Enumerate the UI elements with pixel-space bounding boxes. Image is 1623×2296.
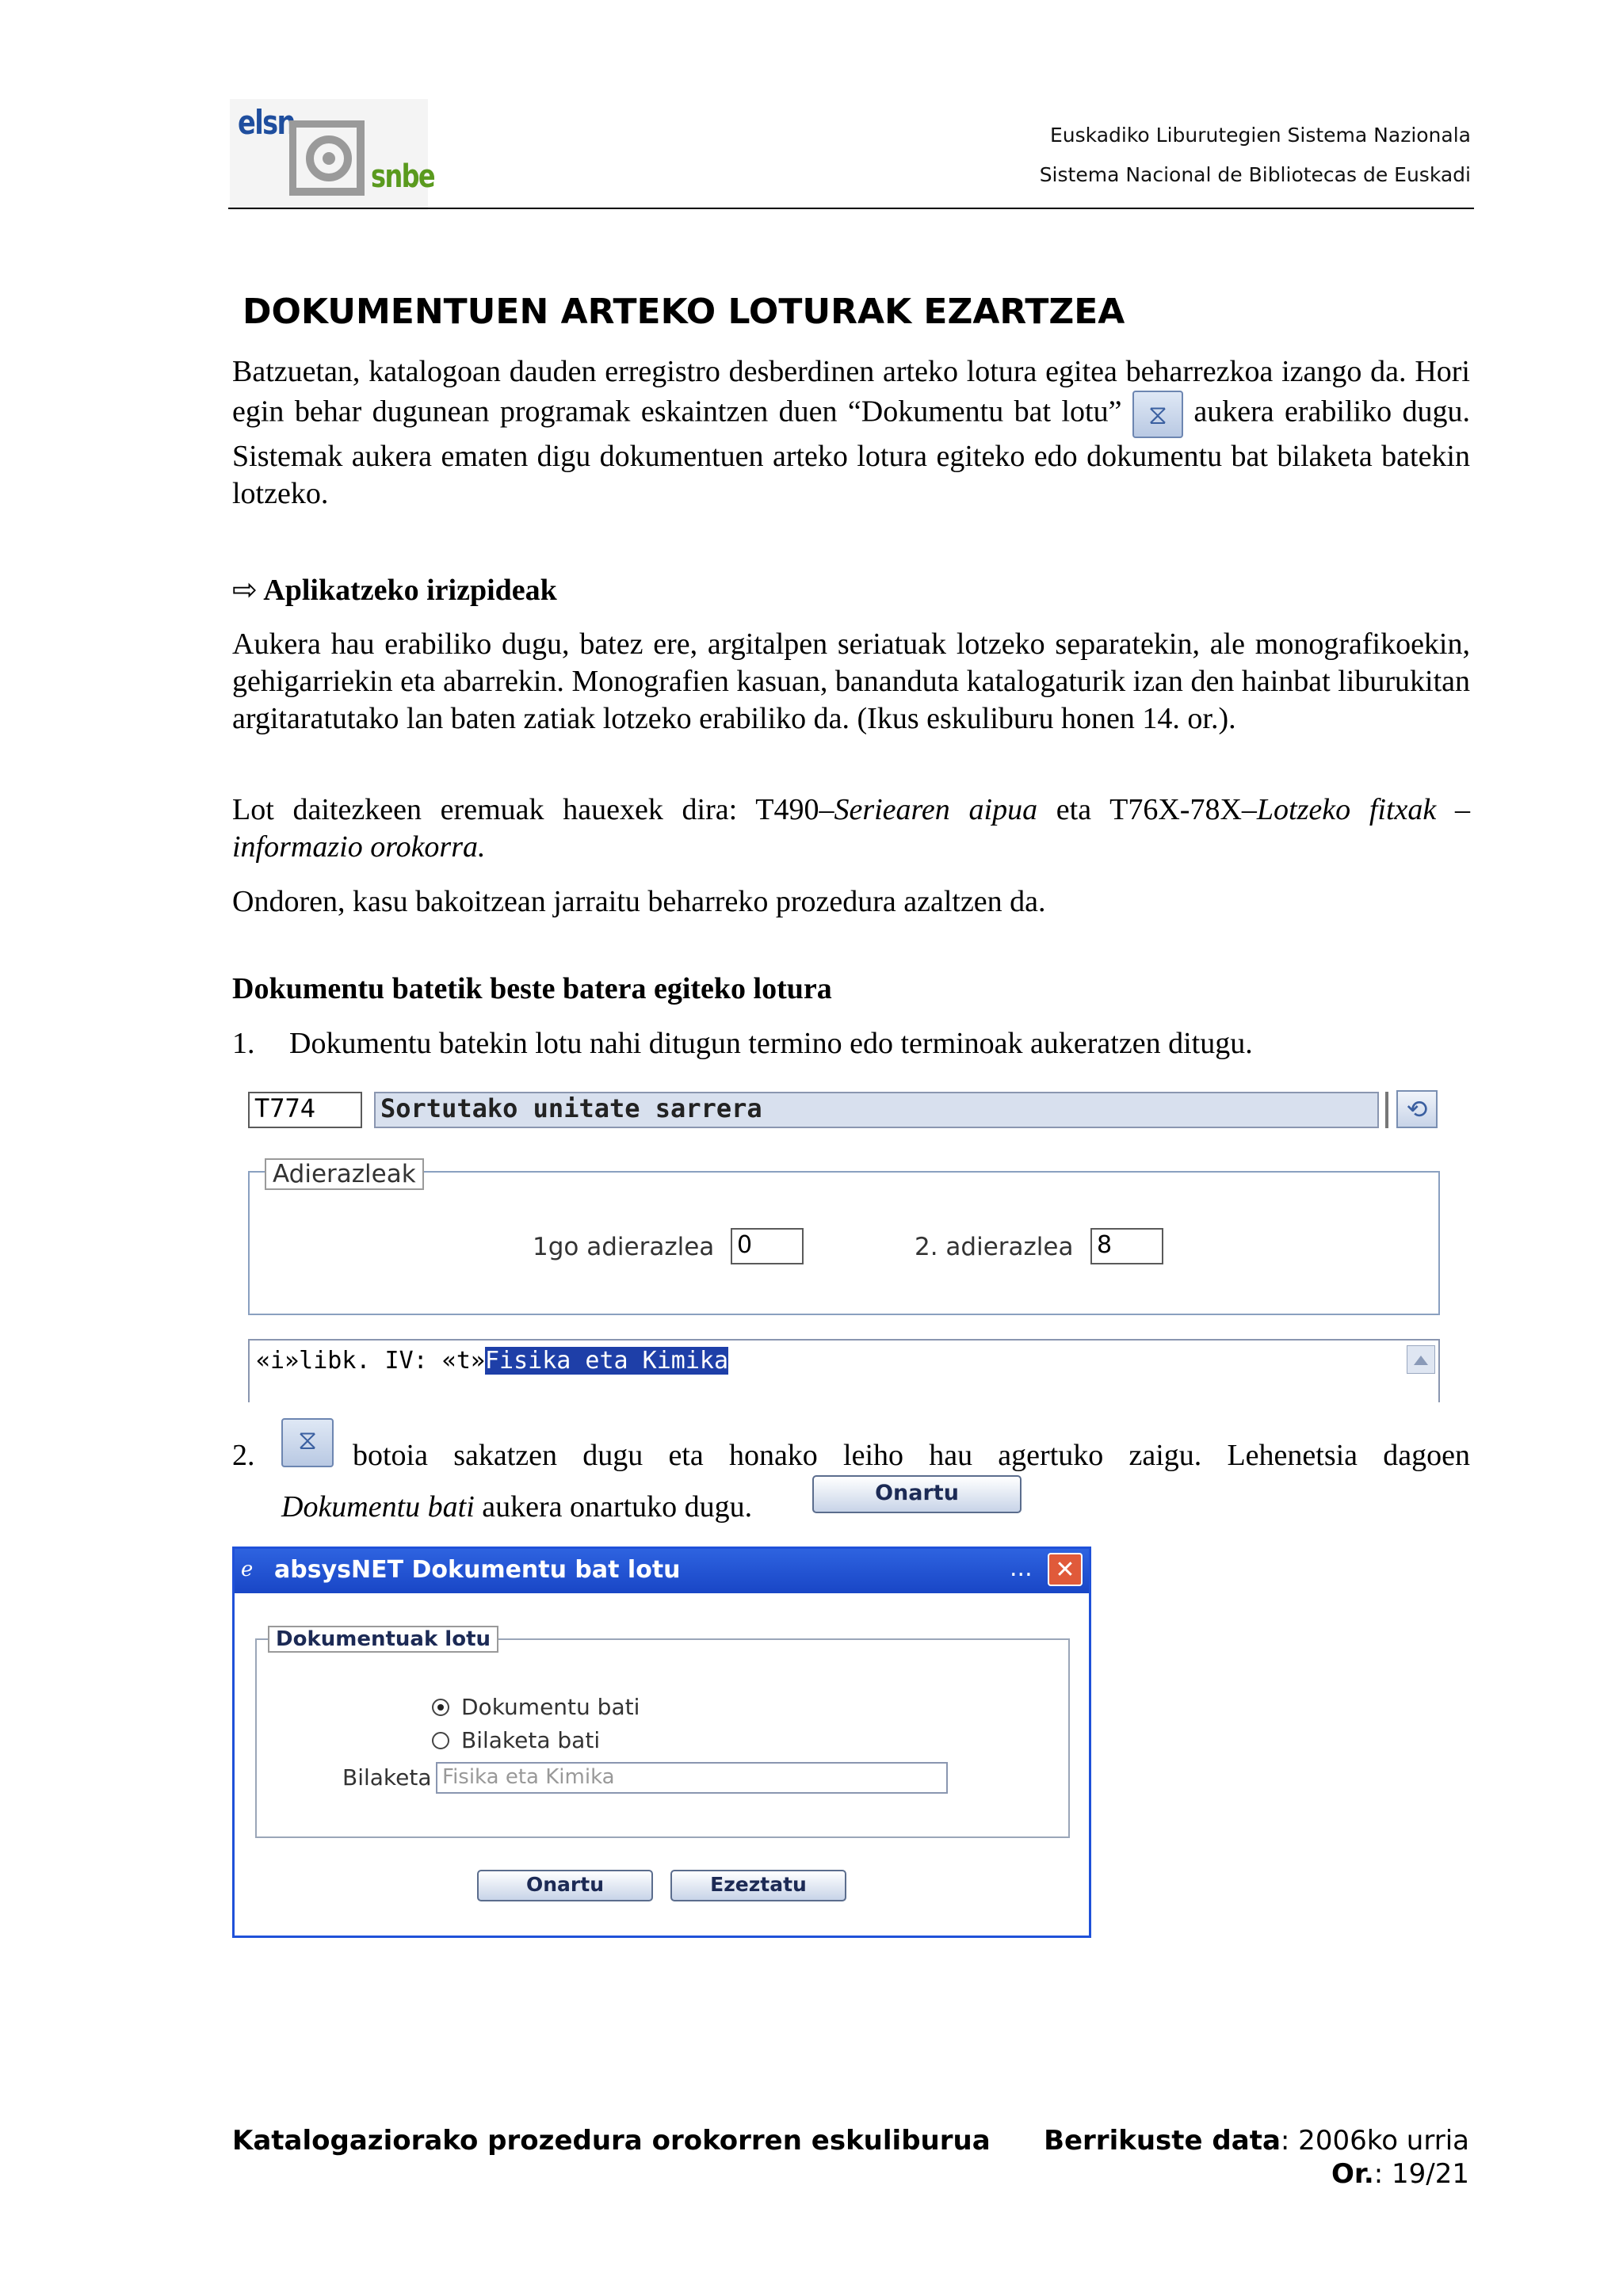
indicator-2-label: 2. adierazlea (915, 1233, 1074, 1261)
radio-search[interactable] (432, 1732, 449, 1749)
radio-document[interactable] (432, 1699, 449, 1716)
step-1-number: 1. (232, 1027, 255, 1060)
field-content-editor[interactable] (248, 1339, 1440, 1402)
search-label: Bilaketa (342, 1764, 432, 1791)
dialog-title: absysNET Dokumentu bat lotu (274, 1556, 681, 1584)
step-2-number: 2. (232, 1439, 255, 1472)
search-input[interactable]: Fisika eta Kimika (436, 1762, 948, 1794)
criteria-paragraph-2: Lot daitezkeen eremuak hauexek dira: T490–Seriearen aipua eta T76X-78X–Lotzeko fitxak – informazio orokorra. (232, 793, 1470, 864)
footer-manual-title: Katalogaziorako prozedura orokorren eskuliburua (232, 2125, 991, 2157)
step-2-text-2: Dokumentu bati aukera onartuko dugu. (281, 1490, 753, 1524)
indicators-legend: Adierazleak (265, 1158, 424, 1190)
separator (1385, 1092, 1388, 1128)
logo-mark-icon (289, 120, 369, 196)
ok-button[interactable]: Onartu (477, 1870, 653, 1901)
org-name-es: Sistema Nacional de Bibliotecas de Euskadi (1039, 163, 1471, 186)
intro-paragraph (232, 353, 1470, 513)
dialog-title-dots: ... (1010, 1554, 1033, 1582)
link-documents-legend: Dokumentuak lotu (268, 1626, 498, 1653)
indicator-2-input[interactable]: 8 (1090, 1228, 1163, 1264)
indicators-fieldset (248, 1171, 1440, 1315)
link-document-icon: ⧖ (1132, 391, 1183, 438)
intro-text-2: aukera erabiliko dugu. Sistemak aukera ematen digu dokumentuen arteko lotura egiteko edo dokumentu bat bilaketa batekin lotzeko. (232, 395, 1471, 510)
org-name-eu: Euskadiko Liburutegien Sistema Nazionala (1049, 124, 1471, 147)
scroll-up-icon[interactable] (1407, 1345, 1435, 1374)
section-heading: Dokumentu batetik beste batera egiteko lotura (232, 972, 832, 1005)
arrow-right-icon: ⇨ (232, 574, 258, 607)
logo-elsn-text: elsn (238, 103, 295, 142)
refresh-icon[interactable]: ⟲ (1396, 1090, 1438, 1128)
link-button-icon: ⧖ (281, 1418, 334, 1467)
intro-text-1: Batzuetan, katalogoan dauden erregistro desberdinen arteko lotura egitea beharrezkoa izango da. Hori egin behar dugunean programak eskaintzen duen “Dokumentu bat lotu” (232, 355, 1470, 429)
logo-snbe-text: snbe (371, 158, 435, 195)
cancel-button[interactable]: Ezeztatu (670, 1870, 846, 1901)
browser-icon: ℯ (241, 1558, 254, 1581)
footer-page-number: Or.: 19/21 (1331, 2158, 1469, 2190)
close-icon[interactable]: ✕ (1048, 1553, 1083, 1586)
criteria-paragraph-1: Aukera hau erabiliko dugu, batez ere, argitalpen seriatuak lotzeko separatekin, ale monografikoekin, gehigarriekin eta abarrekin. Monografien kasuan, bananduta katalogaturik izan den hainbat liburukitan argitaratutako lan baten zatiak lotzeko erabiliko da. (Ikus eskuliburu honen 14. or.). (232, 627, 1470, 735)
criteria-paragraph-3: Ondoren, kasu bakoitzean jarraitu beharreko prozedura azaltzen da. (232, 885, 1046, 918)
editor-prefix-text: «i»libk. IV: «t» (256, 1347, 485, 1375)
link-documents-fieldset (255, 1638, 1070, 1838)
editor-selected-text: Fisika eta Kimika (484, 1347, 729, 1375)
footer-revision-date: Berrikuste data: 2006ko urria (1044, 2125, 1469, 2157)
indicator-1-label: 1go adierazlea (533, 1233, 715, 1261)
step-1-text: Dokumentu batekin lotu nahi ditugun termino edo terminoak aukeratzen ditugu. (289, 1027, 1253, 1060)
criteria-heading: ⇨ Aplikatzeko irizpideak (232, 574, 557, 607)
page-title: DOKUMENTUEN ARTEKO LOTURAK EZARTZEA (242, 292, 1125, 332)
onartu-inline-button: Onartu (812, 1475, 1022, 1513)
step-2-text: botoia sakatzen dugu eta honako leiho hau agertuko zaigu. Lehenetsia dagoen (353, 1439, 1470, 1472)
indicator-1-input[interactable]: 0 (731, 1228, 804, 1264)
tag-field[interactable]: T774 (248, 1092, 362, 1128)
radio-search-label: Bilaketa bati (461, 1727, 601, 1753)
tag-title-field: Sortutako unitate sarrera (374, 1092, 1379, 1128)
radio-document-label: Dokumentu bati (461, 1694, 640, 1720)
header-divider (228, 208, 1474, 209)
